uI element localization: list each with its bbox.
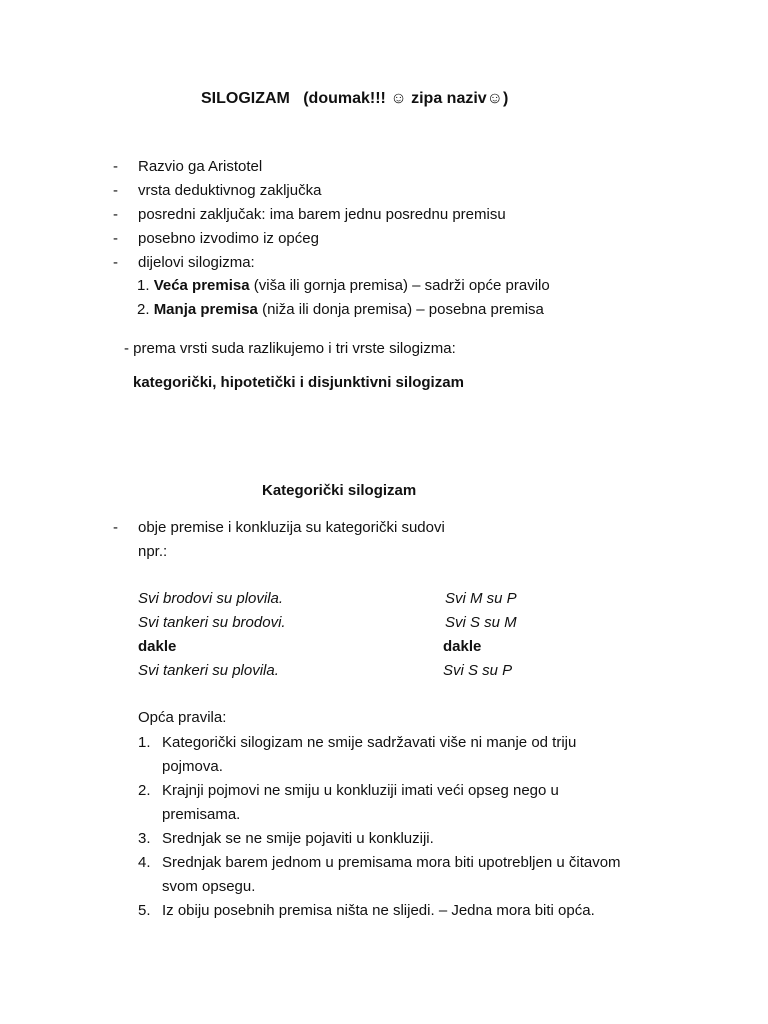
part-description: (viša ili gornja premisa) – sadrži opće pravilo bbox=[249, 277, 550, 294]
list-item-text: posredni zaključak: ima barem jednu posrednu premisu bbox=[138, 206, 506, 223]
types-list: kategorički, hipotetički i disjunktivni silogizam bbox=[133, 374, 464, 391]
rule-text: pojmova. bbox=[162, 758, 223, 775]
example-line: Svi S su M bbox=[445, 614, 517, 631]
rule-text: Iz obiju posebnih premisa ništa ne slijedi. – Jedna mora biti opća. bbox=[162, 902, 595, 919]
example-label: npr.: bbox=[138, 543, 168, 560]
section-title: Kategorički silogizam bbox=[262, 482, 417, 499]
list-item-text: obje premise i konkluzija su kategorički sudovi bbox=[138, 519, 445, 536]
part-item bbox=[137, 276, 550, 296]
part-term: Veća premisa bbox=[153, 277, 250, 294]
list-item-text: Razvio ga Aristotel bbox=[138, 158, 263, 175]
part-number: 1. bbox=[137, 277, 150, 294]
bullet-dash: - bbox=[113, 254, 118, 271]
list-item-text: vrsta deduktivnog zaključka bbox=[138, 182, 322, 199]
example-line: Svi S su P bbox=[443, 662, 513, 679]
rule-number: 5. bbox=[138, 902, 151, 919]
rules-title: Opća pravila: bbox=[138, 709, 227, 726]
rule-text: premisama. bbox=[162, 806, 241, 823]
bullet-dash: - bbox=[113, 206, 118, 223]
example-line: dakle bbox=[138, 638, 177, 655]
bullet-dash: - bbox=[113, 182, 118, 199]
part-term: Manja premisa bbox=[153, 301, 258, 318]
rule-text: Krajnji pojmovi ne smiju u konkluziji imati veći opseg nego u bbox=[162, 782, 559, 799]
page-title: SILOGIZAM (doumak!!! ☺ zipa naziv☺) bbox=[201, 90, 509, 107]
rule-number: 2. bbox=[138, 782, 151, 799]
list-item-text: dijelovi silogizma: bbox=[138, 254, 255, 271]
types-intro: - prema vrsti suda razlikujemo i tri vrste silogizma: bbox=[124, 340, 456, 357]
example-line: Svi tankeri su brodovi. bbox=[138, 614, 286, 631]
rule-text: Kategorički silogizam ne smije sadržavati više ni manje od triju bbox=[162, 734, 577, 751]
list-item-text: posebno izvodimo iz općeg bbox=[138, 230, 319, 247]
part-item bbox=[137, 300, 544, 320]
example-line: Svi tankeri su plovila. bbox=[138, 662, 279, 679]
bullet-dash: - bbox=[113, 230, 118, 247]
rule-number: 4. bbox=[138, 854, 151, 871]
part-description: (niža ili donja premisa) – posebna premisa bbox=[257, 301, 544, 318]
rule-number: 3. bbox=[138, 830, 151, 847]
example-line: Svi brodovi su plovila. bbox=[138, 590, 284, 607]
bullet-dash: - bbox=[113, 519, 118, 536]
rule-text: svom opsegu. bbox=[162, 878, 256, 895]
bullet-dash: - bbox=[113, 158, 118, 175]
rule-text: Srednjak barem jednom u premisama mora biti upotrebljen u čitavom bbox=[162, 854, 621, 871]
part-number: 2. bbox=[137, 301, 150, 318]
example-line: Svi M su P bbox=[445, 590, 517, 607]
rule-number: 1. bbox=[138, 734, 151, 751]
example-line: dakle bbox=[443, 638, 482, 655]
rule-text: Srednjak se ne smije pojaviti u konkluziji. bbox=[162, 830, 434, 847]
